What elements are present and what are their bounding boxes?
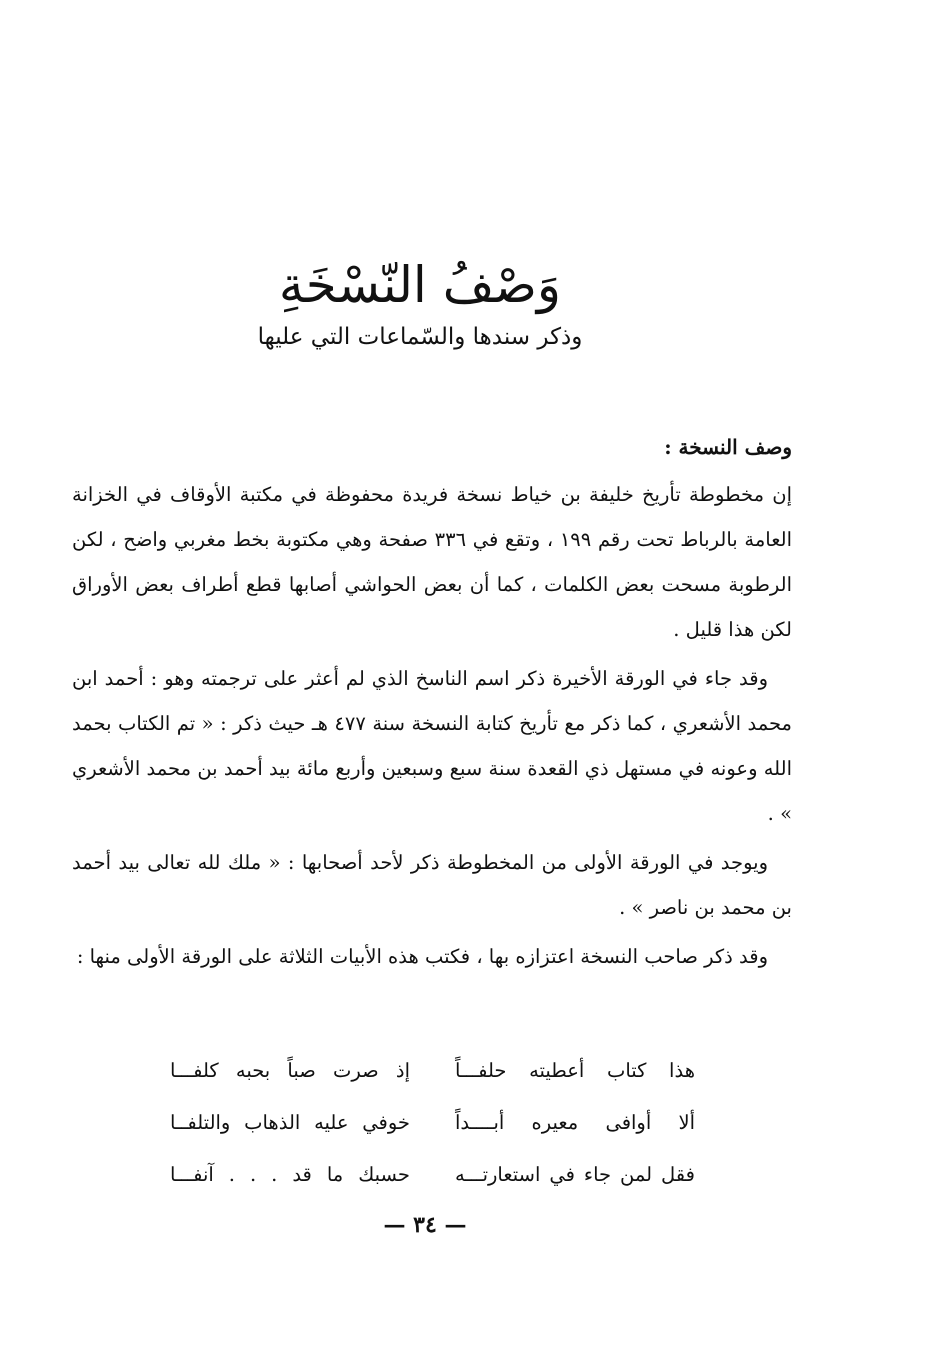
verse-first-hemistich: هذا كتاب أعطيته حلفـــاً — [455, 1059, 695, 1082]
subtitle: وذكر سندها والسّماعات التي عليها — [257, 324, 583, 350]
title-block — [250, 250, 590, 354]
paragraph: وقد جاء في الورقة الأخيرة ذكر اسم الناسخ الذي لم أعثر على ترجمته وهو : أحمد ابن محمد الأشعري ، كما ذكر مع تأريخ كتابة النسخة سنة ٤٧٧ هـ حيث ذكر : « تم الكتاب بحمد الله وعونه في مستهل ذي القعدة سنة سبع وسبعين وأربع مائة بيد أحمد بن محمد الأشعري » . — [72, 667, 793, 825]
poem-verse — [170, 1045, 695, 1097]
verse-second-hemistich: خوفي عليه الذهاب والتلفــا — [170, 1111, 410, 1134]
verse-first-hemistich: ألا أوافى معيره أبــــداً — [455, 1111, 695, 1134]
verse-second-hemistich: حسبك ما قد . . . آنفـــا — [170, 1163, 410, 1186]
paragraph: ويوجد في الورقة الأولى من المخطوطة ذكر لأحد أصحابها : « ملك لله تعالى بيد أحمد بن محمد بن ناصر » . — [72, 851, 792, 919]
body-text — [72, 425, 792, 979]
paragraph: إن مخطوطة تأريخ خليفة بن خياط نسخة فريدة محفوظة في مكتبة الأوقاف في الخزانة العامة بالرباط تحت رقم ١٩٩ ، وتقع في ٣٣٦ صفحة وهي مكتوبة بخط مغربي واضح ، لكن الرطوبة مسحت بعض الكلمات ، كما أن بعض الحواشي أصابها قطع أطراف بعض الأوراق لكن هذا قليل . — [72, 483, 792, 641]
paragraph: وقد ذكر صاحب النسخة اعتزازه بها ، فكتب هذه الأبيات الثلاثة على الورقة الأولى منها : — [76, 945, 768, 968]
poem-verse — [170, 1149, 695, 1201]
section-heading: وصف النسخة : — [664, 435, 792, 459]
main-title: وَصْفُ النّسْخَةِ — [278, 256, 562, 314]
poem — [170, 1045, 695, 1201]
verse-first-hemistich: فقل لمن جاء في استعارتـــه — [455, 1163, 695, 1186]
verse-second-hemistich: إذ صرت صباً بحبه كلفـــا — [170, 1059, 410, 1082]
page-number: — ٣٤ — — [383, 1212, 467, 1238]
poem-verse — [170, 1097, 695, 1149]
